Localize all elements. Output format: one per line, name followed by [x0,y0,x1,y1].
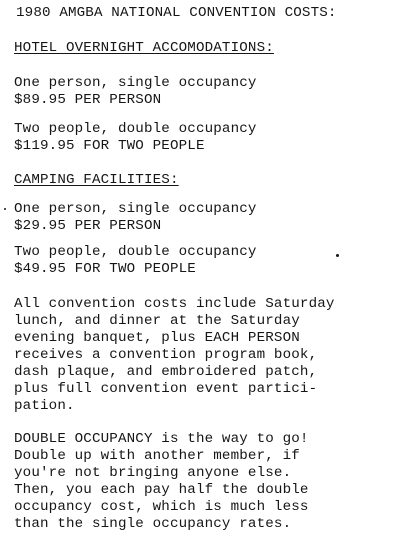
camping-double-description: Two people, double occupancy [14,244,257,260]
includes-paragraph-line-3: evening banquet, plus EACH PERSON [14,330,300,346]
double-occupancy-paragraph-line-5: occupancy cost, which is much less [14,499,309,515]
double-occupancy-paragraph-line-2: Double up with another member, if [14,448,300,464]
double-occupancy-paragraph-line-6: than the single occupancy rates. [14,516,292,532]
ink-speck [4,208,6,210]
camping-double-price: $49.95 FOR TWO PEOPLE [14,261,196,277]
includes-paragraph-line-2: lunch, and dinner at the Saturday [14,313,300,329]
includes-paragraph-line-6: plus full convention event partici- [14,381,318,397]
includes-paragraph-line-4: receives a convention program book, [14,347,318,363]
double-occupancy-paragraph-line-4: Then, you each pay half the double [14,482,309,498]
hotel-double-description: Two people, double occupancy [14,121,257,137]
camping-single-description: One person, single occupancy [14,201,257,217]
hotel-single-price: $89.95 PER PERSON [14,92,162,108]
camping-section-heading: CAMPING FACILITIES: [14,172,179,188]
double-occupancy-paragraph-line-3: you're not bringing anyone else. [14,465,292,481]
camping-single-price: $29.95 PER PERSON [14,218,162,234]
hotel-single-description: One person, single occupancy [14,75,257,91]
hotel-section-heading: HOTEL OVERNIGHT ACCOMODATIONS: [14,40,274,56]
includes-paragraph-line-5: dash plaque, and embroidered patch, [14,364,318,380]
includes-paragraph-line-7: pation. [14,398,75,414]
double-occupancy-paragraph-line-1: DOUBLE OCCUPANCY is the way to go! [14,431,309,447]
document-title: 1980 AMGBA NATIONAL CONVENTION COSTS: [16,5,337,21]
includes-paragraph-line-1: All convention costs include Saturday [14,296,335,312]
ink-speck [336,254,339,257]
hotel-double-price: $119.95 FOR TWO PEOPLE [14,138,205,154]
